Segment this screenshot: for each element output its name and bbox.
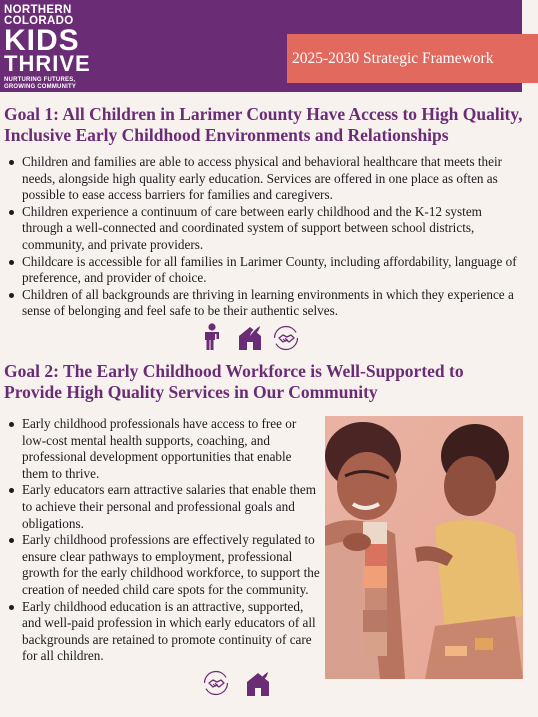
- goal-2-bullet: Early childhood professionals have access to free or low-cost mental health supports, coaching, and professional development opportunities that enable them to thrive.: [4, 416, 320, 482]
- goal-1-bullet: Children experience a continuum of care between early childhood and the K-12 system through a well-connected and coordinated system of support between school districts, community, and private providers.: [4, 204, 524, 254]
- goal-1-title: Goal 1: All Children in Larimer County Have Access to High Quality, Inclusive Early Childhood Environments and Relationships: [4, 104, 523, 145]
- logo-tagline-1: NURTURING FUTURES,: [4, 77, 76, 83]
- logo-line-thrive: THRIVE: [4, 51, 91, 76]
- handshake-icon: [203, 670, 229, 696]
- logo-line-kids: KIDS: [4, 24, 80, 57]
- home-sprout-icon: [238, 324, 262, 350]
- goal-1-bullet: Children and families are able to access physical and behavioral healthcare that meets their needs, alongside high quality early education. Services are offered in one place as often as possible to ease access barriers for families and caregivers.: [4, 154, 524, 204]
- kids-thrive-logo: [4, 5, 94, 91]
- goal-1-bullet: Childcare is accessible for all families in Larimer County, including affordability, language of preference, and provider of choice.: [4, 254, 524, 287]
- goal-2-bullet: Early educators earn attractive salaries that enable them to achieve their personal and professional goals and obligations.: [4, 482, 320, 532]
- framework-banner: 2025-2030 Strategic Framework: [287, 34, 538, 83]
- goal-2-bullet: Early childhood education is an attractive, supported, and well-paid profession in which early educators of all backgrounds are retained to promote continuity of care for all children.: [4, 599, 320, 665]
- logo-line-northern: NORTHERN: [4, 4, 72, 16]
- educator-child-photo: [325, 416, 523, 679]
- goal-2-title: Goal 2: The Early Childhood Workforce is Well-Supported to Provide High Quality Services in Our Community: [4, 361, 464, 402]
- home-sprout-icon: [246, 670, 270, 696]
- goal-2-bullet: Early childhood professions are effectively regulated to ensure clear pathways to employment, professional growth for the early childhood workforce, to support the creation of needed child care spots for the community.: [4, 532, 320, 598]
- handshake-icon: [273, 325, 299, 351]
- goal-1-bullet: Children of all backgrounds are thriving in learning environments in which they experience a sense of belonging and feel safe to be their authentic selves.: [4, 287, 524, 320]
- goal-2-bullets: [4, 416, 320, 665]
- logo-line-colorado: COLORADO: [4, 15, 74, 27]
- logo-tagline-2: GROWING COMMUNITY: [4, 84, 77, 90]
- child-icon: [201, 323, 223, 351]
- goal-1-bullets: [4, 154, 524, 320]
